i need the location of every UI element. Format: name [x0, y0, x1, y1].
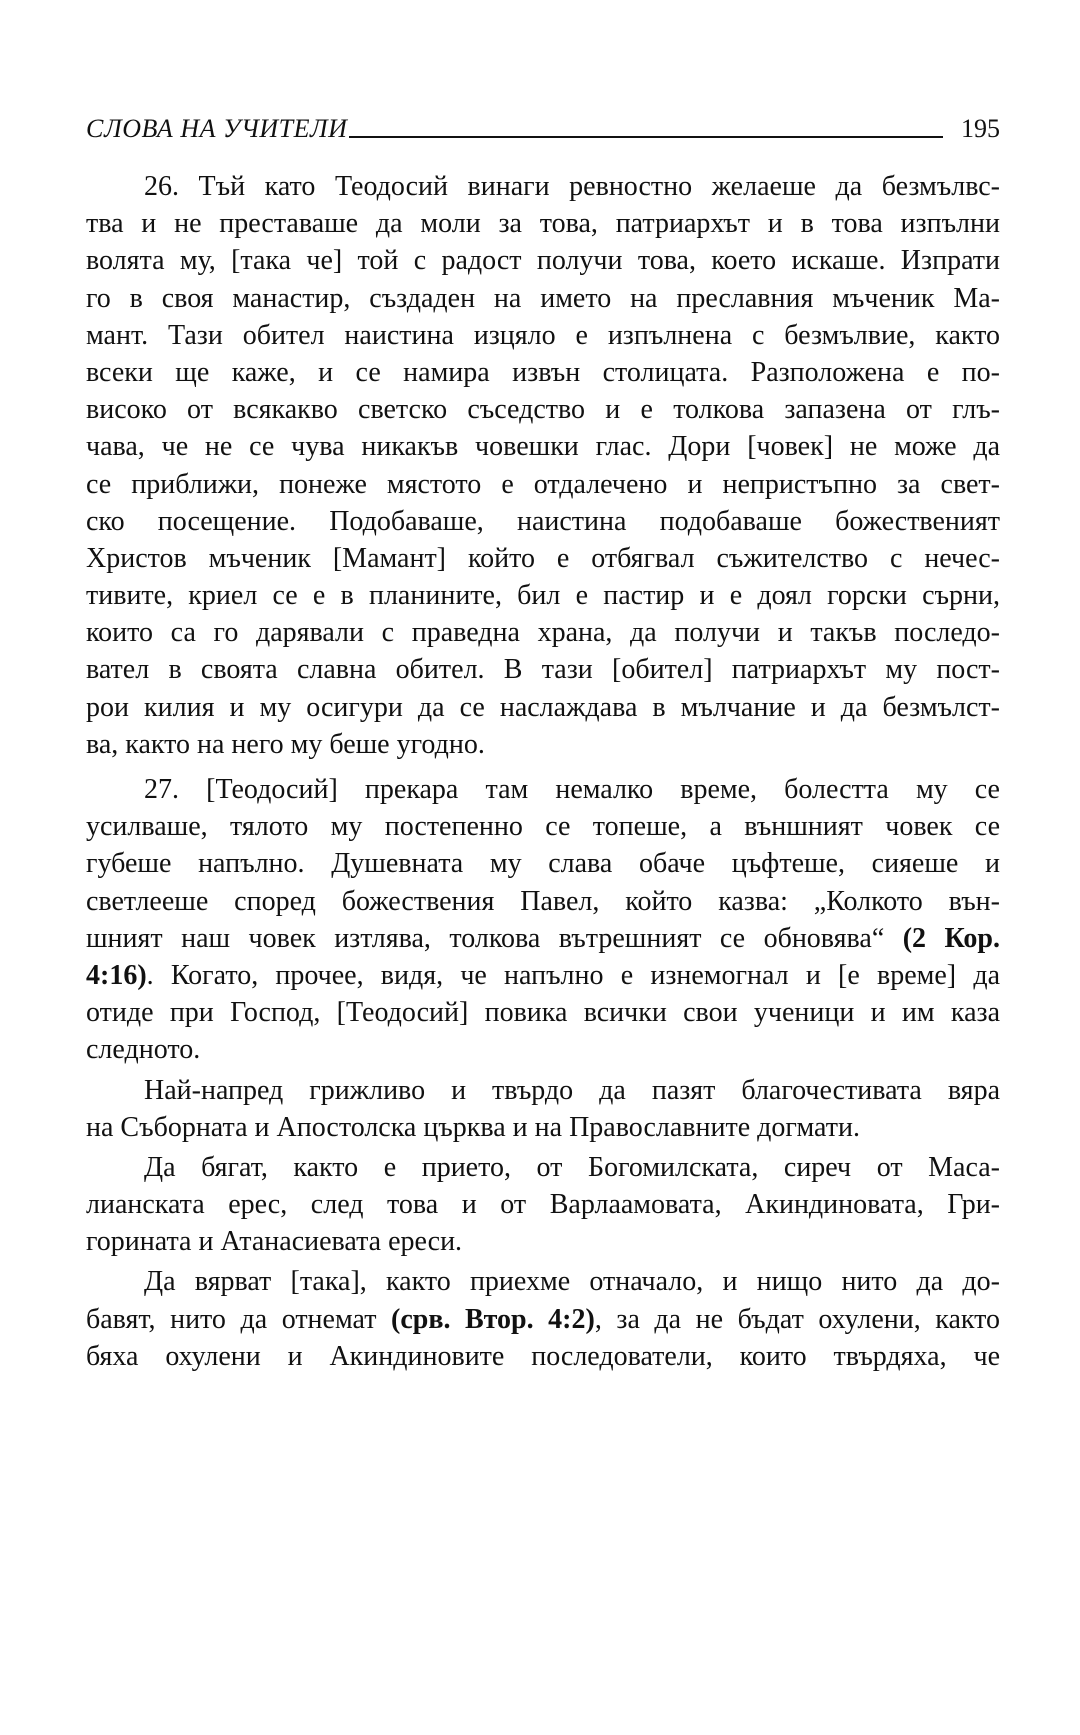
text-line: на Съборната и Апостолска църква и на Православните догмати. — [86, 1111, 860, 1143]
running-head-rule — [349, 136, 943, 138]
text-line: тивите, криел се е в планините, бил е пастир и е доял горски сърни, — [86, 580, 1000, 612]
text-line: губеше напълно. Душевната му слава обаче цъфтеше, сияеше и — [86, 848, 1000, 880]
text-line: всеки ще каже, и се намира извън столицата. Разположена е по- — [86, 356, 1000, 388]
text-line: Христов мъченик [Мамант] който е отбягвал съжителство с нечес- — [86, 542, 1000, 574]
text-line: вател в своята славна обител. В тази [обител] патриархът му пост- — [86, 654, 1000, 686]
page-number: 195 — [961, 114, 1000, 143]
text-line: отиде при Господ, [Теодосий] повика всички свои ученици и им каза — [86, 997, 1000, 1029]
scripture-reference: (2 Кор. — [902, 922, 1000, 954]
text-line: Да бягат, както е прието, от Богомилската, сиреч от Маса- — [144, 1151, 1000, 1183]
text-line: високо от всякакво светско съседство и е толкова запазена от глъ- — [86, 394, 1000, 426]
text-line: се приближи, понеже мястото е отдалечено и непристъпно за свет- — [86, 468, 1000, 500]
text-line: Най-напред грижливо и твърдо да пазят благочестивата вяра — [144, 1074, 1000, 1106]
text-line: мант. Тази обител наистина изцяло е изпълнена с безмълвие, както — [86, 319, 1000, 351]
scripture-reference: (срв. Втор. 4:2) — [391, 1303, 595, 1335]
paragraph-believe — [86, 1263, 1000, 1375]
paragraph-faith — [86, 1072, 1000, 1146]
text-line: тва и не преставаше да моли за това, патриархът и в това изпълни — [86, 208, 1000, 240]
body-text — [86, 168, 1000, 1375]
running-head — [86, 104, 1000, 144]
paragraph-27 — [86, 771, 1000, 1069]
text-line: Да вярват [така], както приехме отначало, и нищо нито да до- — [144, 1266, 1000, 1298]
text-line: волята му, [така че] той с радост получи това, което искаше. Изпрати — [86, 245, 1000, 277]
text-line: бавят, нито да отнемат (срв. Втор. 4:2), за да не бъдат охулени, както — [86, 1303, 1000, 1335]
text-line: 26. Тъй като Теодосий винаги ревностно желаеше да безмълвс- — [144, 171, 1000, 202]
text-line: ва, както на него му беше угодно. — [86, 728, 485, 760]
paragraph-26 — [86, 168, 1000, 763]
running-head-title: СЛОВА НА УЧИТЕЛИ — [86, 114, 348, 143]
text-line: усилваше, тялото му постепенно се топеше, а външният човек се — [86, 811, 1000, 843]
text-line: лианската ерес, след това и от Варлаамовата, Акиндиновата, Гри- — [86, 1189, 1000, 1221]
text-line: които са го дарявали с праведна храна, да получи и такъв последо- — [86, 617, 1000, 649]
paragraph-heresies — [86, 1149, 1000, 1261]
text-line: светлееше според божествения Павел, който казва: „Колкото вън- — [86, 885, 1000, 917]
text-line: чава, че не се чува никакъв човешки глас. Дори [човек] не може да — [86, 431, 1000, 463]
text-line: го в своя манастир, създаден на името на преславния мъченик Ма- — [86, 282, 1000, 314]
text-line: горината и Атанасиевата ереси. — [86, 1226, 463, 1258]
text-line: 4:16). Когато, прочее, видя, че напълно е изнемогнал и [е време] да — [86, 959, 1000, 991]
text-line: следното. — [86, 1034, 201, 1066]
text-line: рои килия и му осигури да се наслаждава в мълчание и да безмълст- — [86, 691, 1000, 723]
text-line: бяха охулени и Акиндиновите последователи, които твърдяха, че — [86, 1340, 1000, 1372]
text-line: шният наш човек изтлява, толкова вътрешният се обновява“ (2 Кор. — [86, 922, 1000, 954]
text-line: 27. [Теодосий] прекара там немалко време, болестта му се — [144, 774, 1000, 805]
text-line: ско посещение. Подобаваше, наистина подобаваше божественият — [86, 505, 1000, 537]
scripture-reference: 4:16) — [86, 959, 147, 991]
